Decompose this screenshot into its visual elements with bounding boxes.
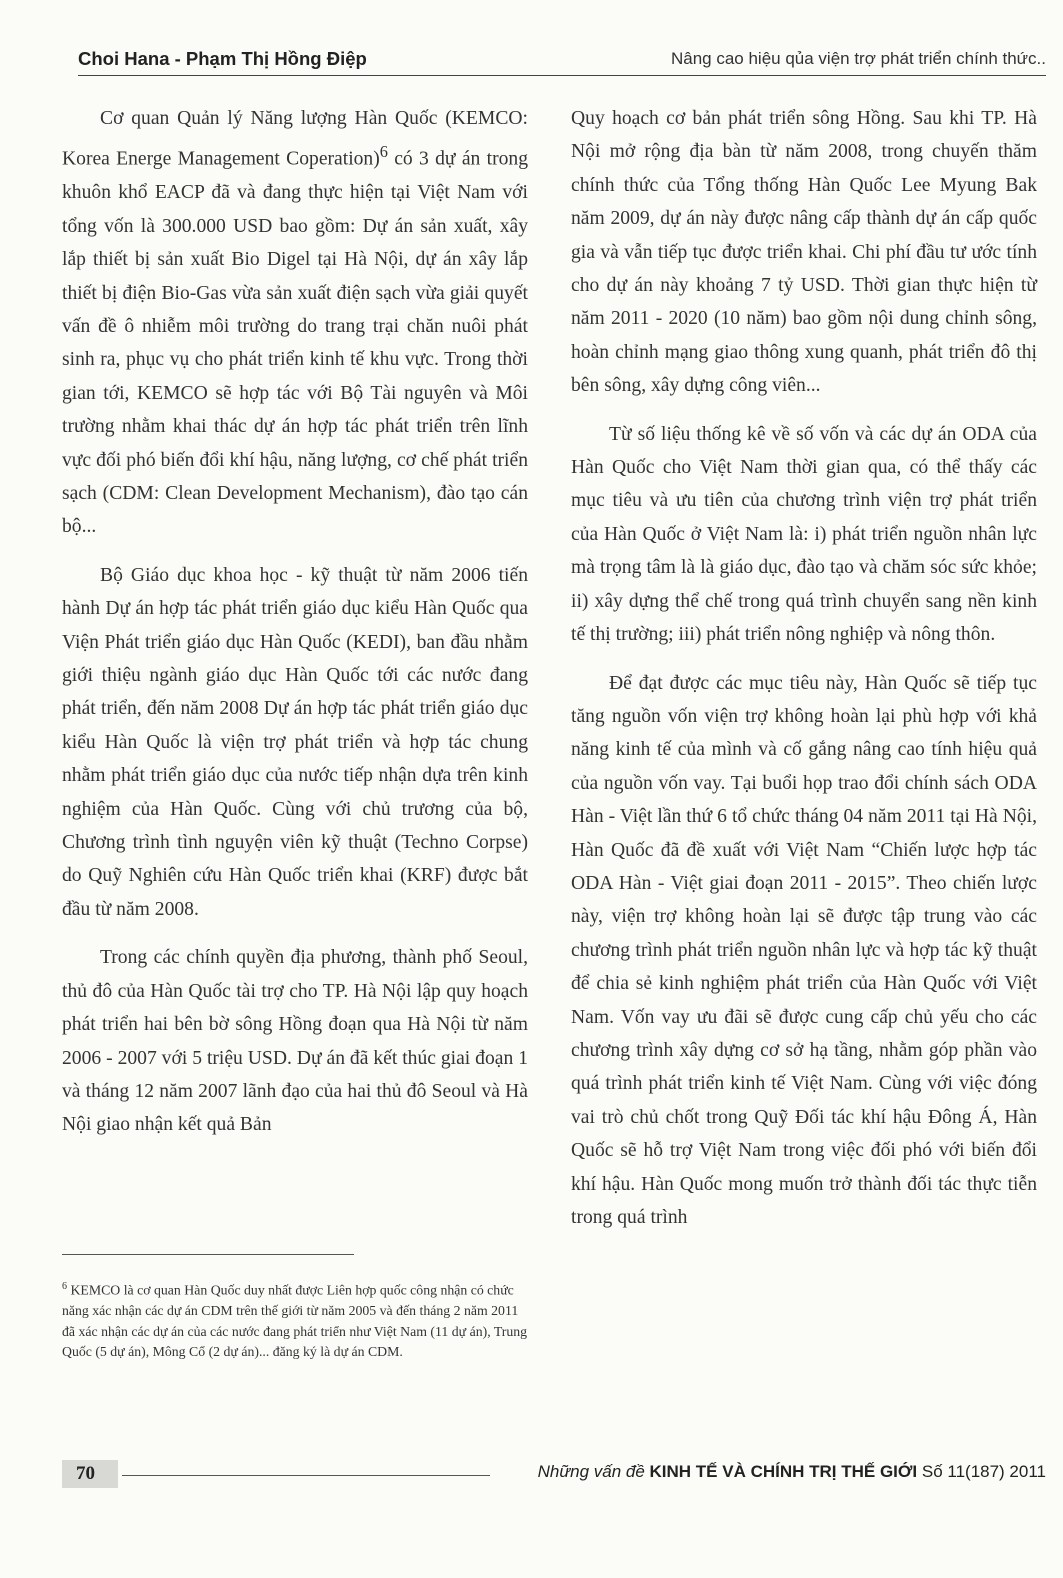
left-column: [62, 102, 528, 1157]
right-column: [571, 102, 1037, 1249]
journal-prefix: Những vấn đề: [537, 1462, 650, 1481]
journal-name: KINH TẾ VÀ CHÍNH TRỊ THẾ GIỚI: [649, 1462, 918, 1481]
page-footer: [62, 1460, 1046, 1494]
page-header: [78, 44, 1046, 84]
header-authors: Choi Hana - Phạm Thị Hồng Điệp: [78, 48, 367, 69]
paragraph-seoul: Trong các chính quyền địa phương, thành phố Seoul, thủ đô của Hàn Quốc tài trợ cho TP. Hà Nội lập quy hoạch phát triển hai bên bờ sông Hồng đoạn qua Hà Nội từ năm 2006 - 2007 với 5 triệu USD. Dự án đã kết thúc giai đoạn 1 và tháng 12 năm 2007 lãnh đạo của hai thủ đô Seoul và Hà Nội giao nhận kết quả Bản: [62, 947, 528, 1136]
paragraph-education: Bộ Giáo dục khoa học - kỹ thuật từ năm 2006 tiến hành Dự án hợp tác phát triển giáo dục kiểu Hàn Quốc qua Viện Phát triển giáo dục Hàn Quốc (KEDI), ban đầu nhằm giới thiệu ngành giáo dục Hàn Quốc tới các nước đang phát triển, đến năm 2008 Dự án hợp tác phát triển giáo dục kiểu Hàn Quốc là viện trợ phát triển và hợp tác chung nhằm phát triển giáo dục của nước tiếp nhận dựa trên kinh nghiệm của Hàn Quốc. Cùng với chủ trương của bộ, Chương trình tình nguyện viên kỹ thuật (Techno Corpse) do Quỹ Nghiên cứu Hàn Quốc triển khai (KRF) được bắt đầu từ năm 2008.: [62, 564, 528, 920]
footnote-number: 6: [62, 1281, 67, 1292]
journal-title: [538, 1462, 1046, 1482]
page-number: 70: [62, 1460, 118, 1488]
footer-rule: [122, 1475, 490, 1476]
paragraph-kemco: [62, 102, 528, 544]
paragraph-priorities: Từ số liệu thống kê về số vốn và các dự án ODA của Hàn Quốc cho Việt Nam thời gian qua, có thể thấy các mục tiêu và ưu tiên của chương trình viện trợ phát triển của Hàn Quốc ở Việt Nam là: i) phát triển nguồn nhân lực mà trọng tâm là là giáo dục, đào tạo và chăm sóc sức khỏe; ii) xây dựng thể chế trong quá trình chuyển sang nền kinh tế thị trường; iii) phát triển nông nghiệp và nông thôn.: [571, 423, 1037, 646]
footnote-text: KEMCO là cơ quan Hàn Quốc duy nhất được Liên hợp quốc công nhận có chức năng xác nhận các dự án CDM trên thế giới từ năm 2005 và đến tháng 2 năm 2011 đã xác nhận các dự án của các nước đang phát triển như Việt Nam (11 dự án), Trung Quốc (5 dự án), Mông Cổ (2 dự án)... đăng ký là dự án CDM.: [62, 1282, 528, 1360]
footnote-ref[interactable]: 6: [379, 142, 388, 162]
header-rule: [78, 75, 1046, 76]
paragraph-kemco-start: Cơ quan Quản lý Năng lượng Hàn Quốc (KEMCO: Korea Energe Management Coperation): [62, 108, 528, 170]
journal-issue: Số 11(187) 2011: [917, 1462, 1046, 1481]
footnote-rule: [62, 1254, 354, 1255]
footnote: [62, 1277, 532, 1363]
paragraph-song-hong: Quy hoạch cơ bản phát triển sông Hồng. Sau khi TP. Hà Nội mở rộng địa bàn từ năm 2008, trong chuyến thăm chính thức của Tổng thống Hàn Quốc Lee Myung Bak năm 2009, dự án này được nâng cấp thành dự án cấp quốc gia và vẫn tiếp tục được triển khai. Chi phí đầu tư ước tính cho dự án này khoảng 7 tỷ USD. Thời gian thực hiện từ năm 2011 - 2020 (10 năm) bao gồm nội dung chỉnh sông, hoàn chỉnh mạng giao thông xung quanh, phát triển đô thị bên sông, xây dựng công viên...: [571, 108, 1037, 397]
header-running-title: Nâng cao hiệu qủa viện trợ phát triển chính thức..: [670, 49, 1046, 68]
paragraph-strategy: Để đạt được các mục tiêu này, Hàn Quốc sẽ tiếp tục tăng nguồn vốn viện trợ không hoàn lại phù hợp với khả năng kinh tế của mình và cố gắng nâng cao tính hiệu quả của nguồn vốn vay. Tại buổi họp trao đổi chính sách ODA Hàn - Việt lần thứ 6 tổ chức tháng 04 năm 2011 tại Hà Nội, Hàn Quốc đã đề xuất với Việt Nam “Chiến lược hợp tác ODA Hàn - Việt giai đoạn 2011 - 2015”. Theo chiến lược này, viện trợ không hoàn lại sẽ được tập trung vào các chương trình phát triển nguồn nhân lực và hợp tác kỹ thuật để chia sẻ kinh nghiệm phát triển của Hàn Quốc với Việt Nam. Vốn vay ưu đãi sẽ được cung cấp chủ yếu cho các chương trình xây dựng cơ sở hạ tầng, nhằm góp phần vào quá trình phát triển kinh tế Việt Nam. Cùng với việc đóng vai trò chủ chốt trong Quỹ Đối tác khí hậu Đông Á, Hàn Quốc sẽ hỗ trợ Việt Nam trong việc đối phó với biến đổi khí hậu. Hàn Quốc mong muốn trở thành đối tác thực tiễn trong quá trình: [571, 672, 1037, 1228]
paragraph-kemco-rest: có 3 dự án trong khuôn khổ EACP đã và đang thực hiện tại Việt Nam với tổng vốn là 300.000 USD bao gồm: Dự án sản xuất, xây lắp thiết bị sản xuất Bio Digel tại Hà Nội, dự án xây lắp thiết bị điện Bio-Gas vừa sản xuất điện sạch vừa giải quyết vấn đề ô nhiễm môi trường do trang trại chăn nuôi phát sinh ra, phục vụ cho phát triển kinh tế khu vực. Trong thời gian tới, KEMCO sẽ hợp tác với Bộ Tài nguyên và Môi trường nhằm khai thác dự án hợp tác phát triển trên lĩnh vực đối phó biến đổi khí hậu, năng lượng, cơ chế phát triển sạch (CDM: Clean Development Mechanism), đào tạo cán bộ...: [62, 148, 528, 538]
